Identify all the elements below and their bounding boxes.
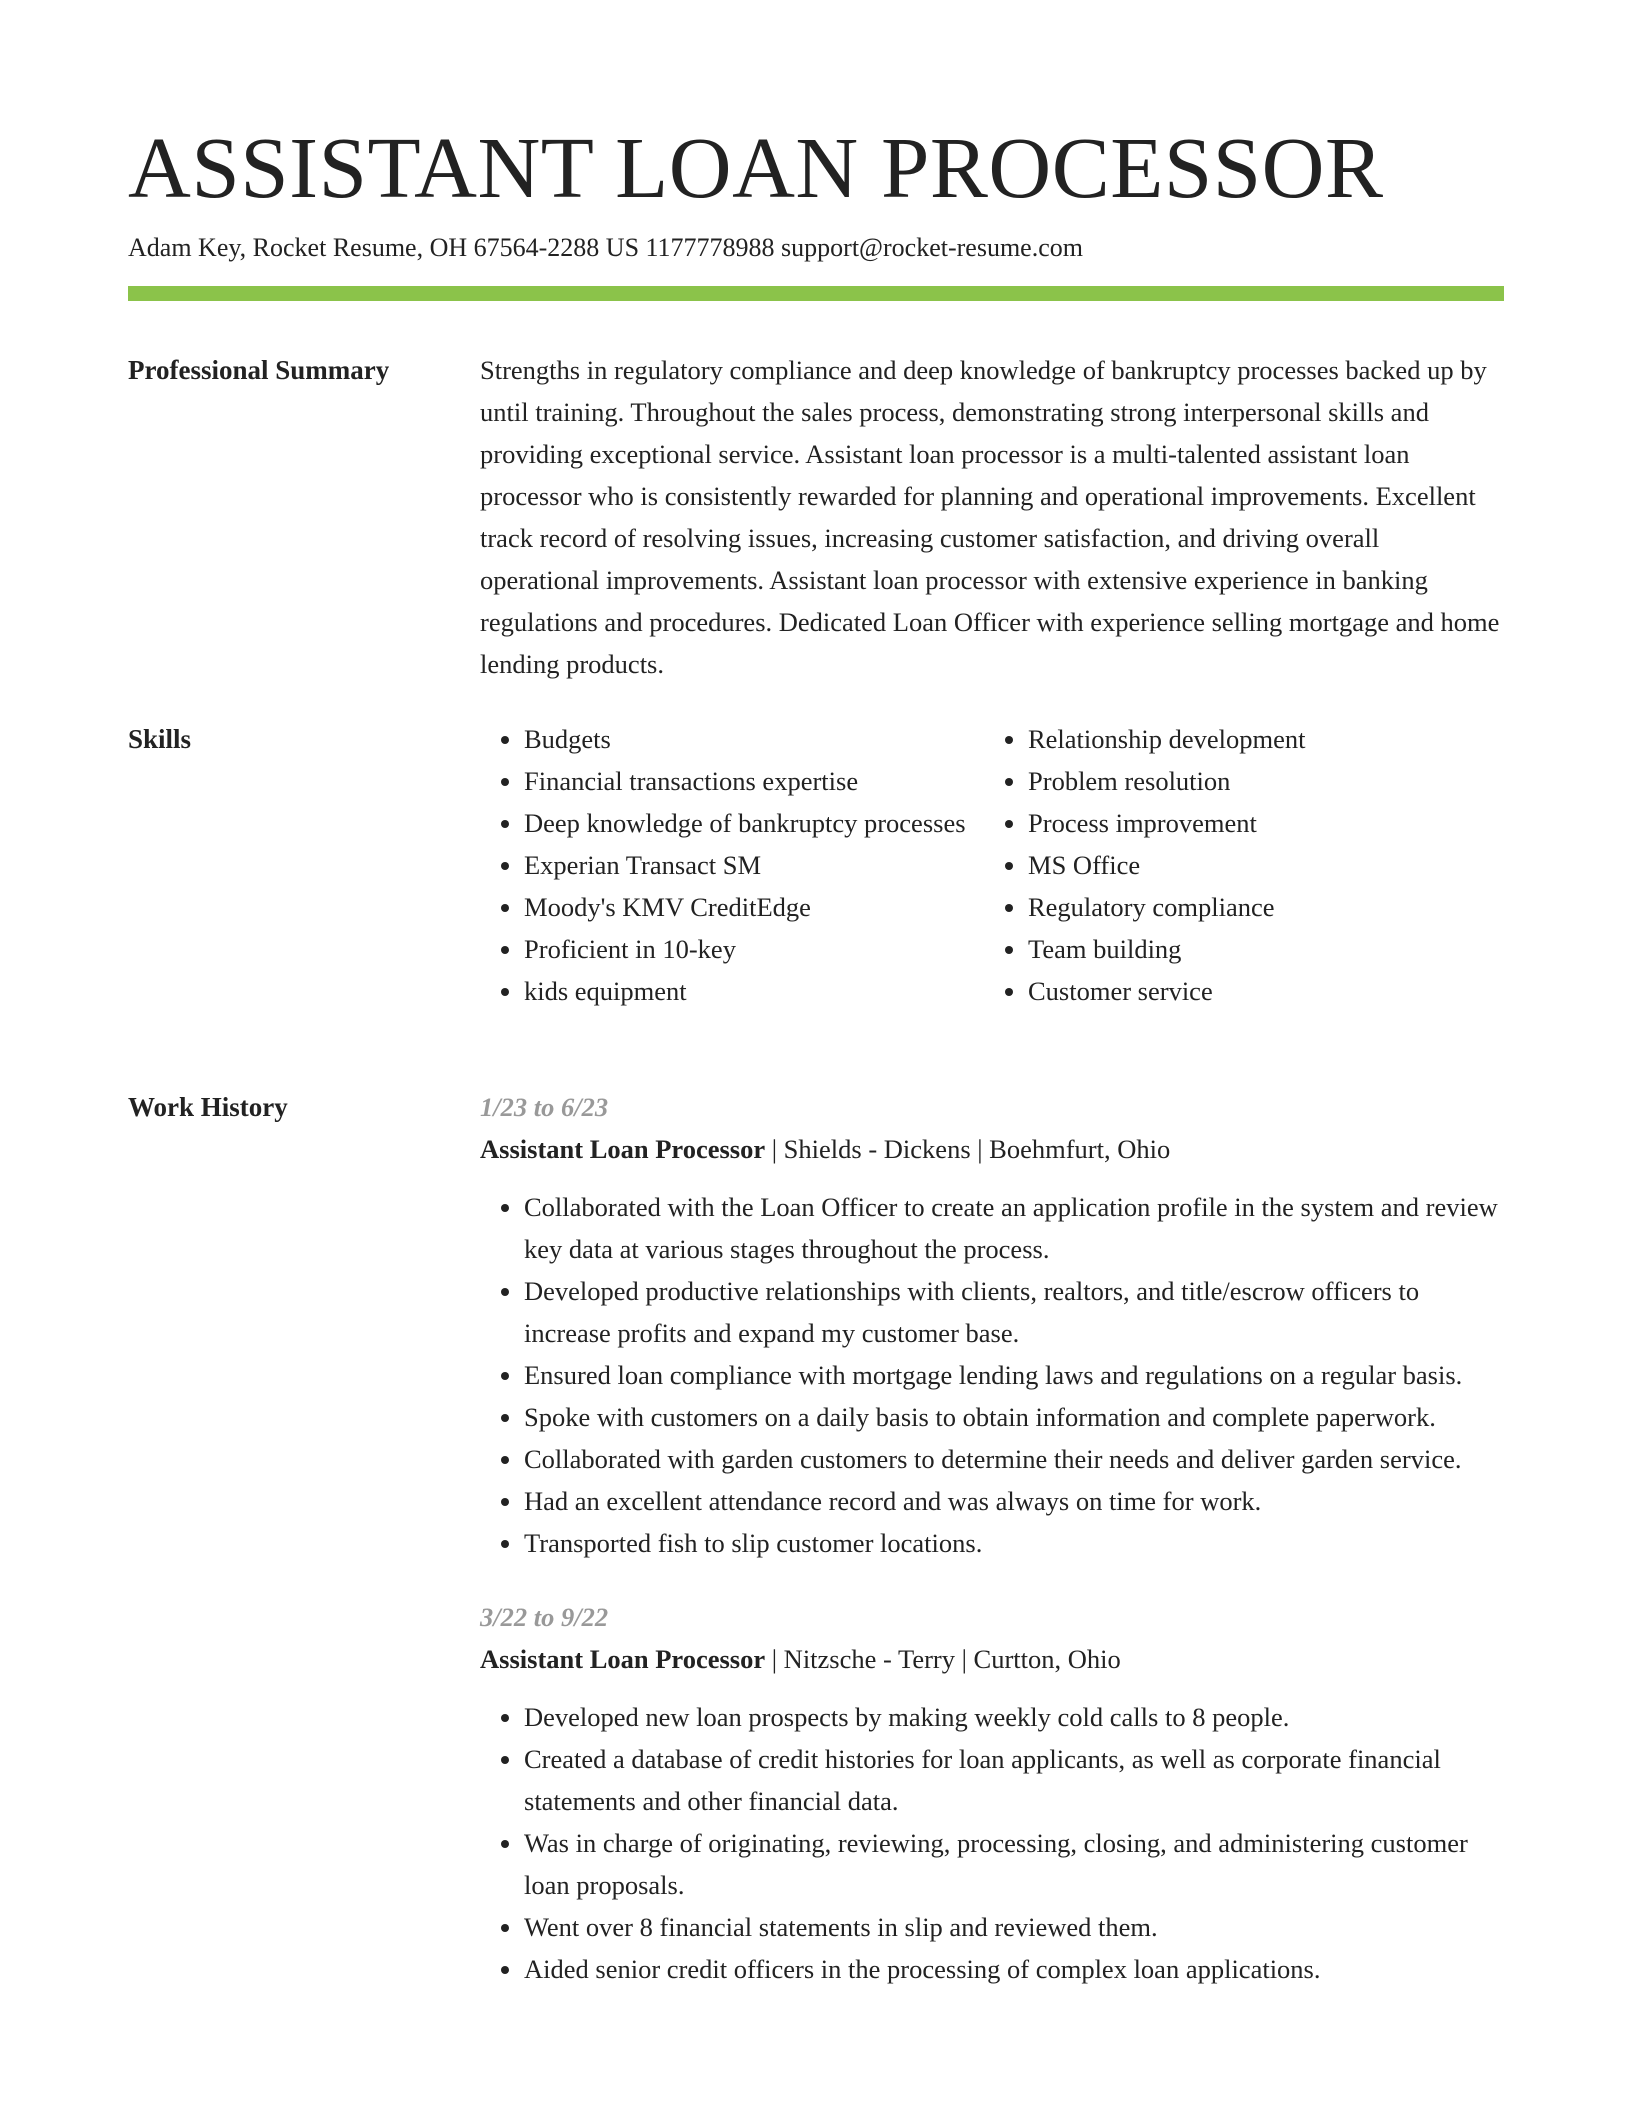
work-body <box>480 1086 1504 1990</box>
skills-heading: Skills <box>128 724 192 754</box>
job-header <box>480 1638 1504 1680</box>
job-title: Assistant Loan Processor <box>480 1134 766 1164</box>
job-bullet: • Spoke with customers on a daily basis to obtain information and complete paperwork. <box>524 1396 1504 1438</box>
summary-text: Strengths in regulatory compliance and deep knowledge of bankruptcy processes backed up by until training. Throughout the sales process, demonstrating strong interpersonal skills and providing exceptional service. Assistant loan processor is a multi-talented assistant loan processor who is consistently rewarded for planning and operational improvements. Excellent track record of resolving issues, increasing customer satisfaction, and driving overall operational improvements. Assistant loan processor with extensive experience in banking regulations and procedures. Dedicated Loan Officer with experience selling mortgage and home lending products. <box>480 355 1500 679</box>
skill-item: • Financial transactions expertise <box>524 760 984 802</box>
job-title: Assistant Loan Processor <box>480 1644 766 1674</box>
skills-column-right <box>984 718 1488 1012</box>
skill-item: • MS Office <box>1028 844 1488 886</box>
job-bullet: • Ensured loan compliance with mortgage lending laws and regulations on a regular basis. <box>524 1354 1504 1396</box>
job-bullet: • Transported fish to slip customer locations. <box>524 1522 1504 1564</box>
skill-item: • Moody's KMV CreditEdge <box>524 886 984 928</box>
skill-item: • Process improvement <box>1028 802 1488 844</box>
summary-heading: Professional Summary <box>128 355 390 385</box>
job-dates: 3/22 to 9/22 <box>480 1602 609 1632</box>
job-bullet: • Had an excellent attendance record and was always on time for work. <box>524 1480 1504 1522</box>
job-bullet-list <box>480 1696 1504 1990</box>
job-bullet: • Collaborated with garden customers to determine their needs and deliver garden service. <box>524 1438 1504 1480</box>
job-details: | Shields - Dickens | Boehmfurt, Ohio <box>765 1134 1171 1164</box>
summary-body <box>480 349 1504 685</box>
job-dates: 1/23 to 6/23 <box>480 1092 609 1122</box>
job-bullet: • Developed productive relationships with clients, realtors, and title/escrow officers to increase profits and expand my customer base. <box>524 1270 1504 1354</box>
skill-item: • Problem resolution <box>1028 760 1488 802</box>
job-bullet: • Developed new loan prospects by making weekly cold calls to 8 people. <box>524 1696 1504 1738</box>
job-entry <box>480 1086 1504 1564</box>
job-bullet: • Created a database of credit histories for loan applicants, as well as corporate financial statements and other financial data. <box>524 1738 1504 1822</box>
work-heading: Work History <box>128 1092 288 1122</box>
job-bullet: • Aided senior credit officers in the processing of complex loan applications. <box>524 1948 1504 1990</box>
job-bullet: • Went over 8 financial statements in slip and reviewed them. <box>524 1906 1504 1948</box>
skill-item: • Team building <box>1028 928 1488 970</box>
job-bullet: • Collaborated with the Loan Officer to create an application profile in the system and review key data at various stages throughout the process. <box>524 1186 1504 1270</box>
skill-item: • kids equipment <box>524 970 984 1012</box>
job-details: | Nitzsche - Terry | Curtton, Ohio <box>765 1644 1121 1674</box>
job-bullet-list <box>480 1186 1504 1564</box>
job-header <box>480 1128 1504 1170</box>
contact-line: Adam Key, Rocket Resume, OH 67564-2288 US 1177778988 support@rocket-resume.com <box>128 233 1083 262</box>
skills-list-left <box>480 718 984 1012</box>
skill-item: • Relationship development <box>1028 718 1488 760</box>
skills-body <box>480 718 1504 1012</box>
skill-item: • Regulatory compliance <box>1028 886 1488 928</box>
accent-divider <box>128 286 1504 301</box>
skill-item: • Budgets <box>524 718 984 760</box>
skills-list-right <box>984 718 1488 1012</box>
job-bullet: • Was in charge of originating, reviewing, processing, closing, and administering customer loan proposals. <box>524 1822 1504 1906</box>
skill-item: • Experian Transact SM <box>524 844 984 886</box>
job-entry <box>480 1596 1504 1990</box>
skills-column-left <box>480 718 984 1012</box>
skill-item: • Proficient in 10-key <box>524 928 984 970</box>
skill-item: • Customer service <box>1028 970 1488 1012</box>
resume-title: ASSISTANT LOAN PROCESSOR <box>128 119 1384 216</box>
skill-item: • Deep knowledge of bankruptcy processes <box>524 802 984 844</box>
